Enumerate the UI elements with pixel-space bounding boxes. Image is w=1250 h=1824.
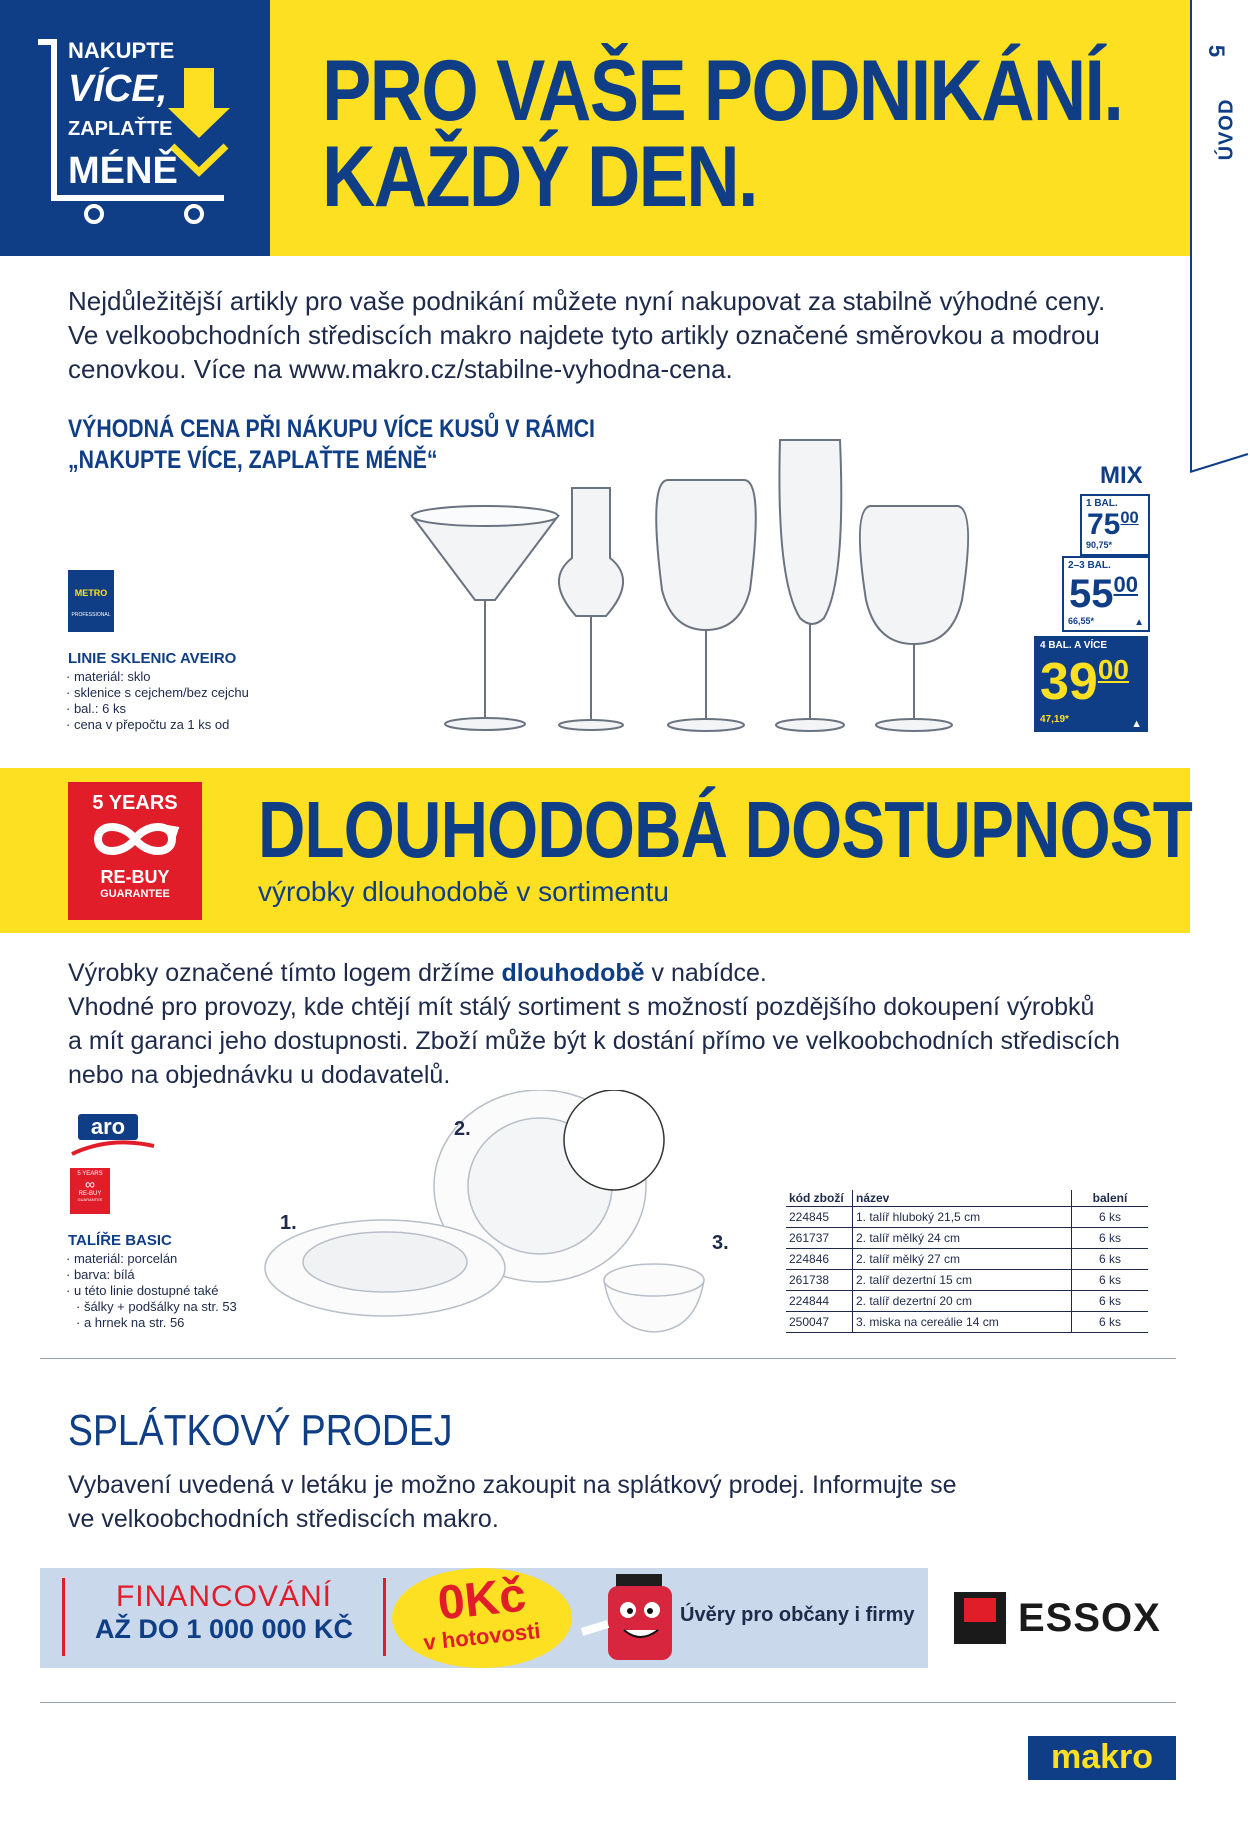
table-row bbox=[786, 1228, 1148, 1249]
side-tab-border bbox=[1190, 0, 1192, 472]
intro-line1: Nejdůležitější artikly pro vaše podnikání můžete nyní nakupovat za stabilně výhodné ceny. bbox=[68, 286, 1106, 316]
availability-p4: nebo na objednávku u dodavatelů. bbox=[68, 1061, 451, 1089]
glasses-image bbox=[400, 430, 980, 740]
infinity-icon: ∞ bbox=[85, 1176, 95, 1192]
availability-subtitle: výrobky dlouhodobě v sortimentu bbox=[258, 876, 669, 907]
table-row bbox=[786, 1270, 1148, 1291]
page-number: 5 bbox=[1204, 44, 1230, 58]
pack-cell: 6 ks bbox=[1072, 1270, 1149, 1291]
spec-item: · sklenice s cejchem/bez cejchu bbox=[66, 685, 249, 701]
tier1-label: 1 BAL. bbox=[1086, 498, 1118, 509]
intro-line2: Ve velkoobchodních střediscích makro najdete tyto artikly označené směrovkou a modrou bbox=[68, 320, 1100, 350]
spec-item: · bal.: 6 ks bbox=[66, 701, 249, 717]
financing-box: FINANCOVÁNÍ AŽ DO 1 000 000 KČ bbox=[62, 1578, 386, 1656]
table-row bbox=[786, 1312, 1148, 1333]
name-cell: 3. miska na cereálie 14 cm bbox=[853, 1312, 1072, 1333]
plate-number-2: 2. bbox=[454, 1118, 471, 1140]
name-cell: 2. talíř mělký 27 cm bbox=[853, 1249, 1072, 1270]
price-tier2 bbox=[1062, 556, 1150, 632]
makro-logo: makro bbox=[1028, 1736, 1176, 1780]
availability-p3: a mít garanci jeho dostupnosti. Zboží může být k dostání přímo ve velkoobchodních střediscích bbox=[68, 1027, 1120, 1055]
badge-line1: NAKUPTE bbox=[68, 38, 175, 63]
loans-text: Úvěry pro občany i firmy bbox=[680, 1604, 915, 1626]
divider bbox=[40, 1702, 1176, 1703]
infinity-icon bbox=[68, 815, 202, 863]
tier3-price: $39^{00}$ bbox=[1040, 653, 1129, 711]
code-cell: 224845 bbox=[786, 1207, 853, 1228]
financing-banner[interactable] bbox=[40, 1568, 928, 1668]
intro-line3: cenovkou. Více na www.makro.cz/stabilne-vyhodna-cena. bbox=[68, 354, 733, 384]
aro-logo: aro bbox=[70, 1110, 156, 1156]
glasses-specs bbox=[66, 669, 249, 733]
table-row bbox=[786, 1291, 1148, 1312]
name-cell: 2. talíř mělký 24 cm bbox=[853, 1228, 1072, 1249]
price-tier1 bbox=[1080, 494, 1150, 556]
spec-item: · barva: bílá bbox=[66, 1267, 237, 1283]
header-badge-panel bbox=[0, 0, 270, 256]
code-cell: 224846 bbox=[786, 1249, 853, 1270]
zero-cash-bubble: 0Kč v hotovosti bbox=[392, 1568, 572, 1668]
col-pack: balení bbox=[1072, 1190, 1149, 1207]
rebuy-guarantee-badge: 5 YEARS RE-BUY GUARANTEE bbox=[68, 782, 202, 920]
table-row bbox=[786, 1207, 1148, 1228]
pack-cell: 6 ks bbox=[1072, 1249, 1149, 1270]
badge-line2: VÍCE, bbox=[68, 68, 168, 110]
plate-number-1: 1. bbox=[280, 1212, 297, 1234]
spec-item: · u této linie dostupné také bbox=[66, 1283, 237, 1299]
installments-line1: Vybavení uvedená v letáku je možno zakoupit na splátkový prodej. Informujte se bbox=[68, 1471, 957, 1499]
tier2-price: $55^{00}$ bbox=[1069, 572, 1138, 616]
plates-specs bbox=[66, 1251, 237, 1331]
availability-title: DLOUHODOBÁ DOSTUPNOST bbox=[258, 785, 1192, 874]
tier2-vat: 66,55* bbox=[1068, 616, 1095, 626]
pack-cell: 6 ks bbox=[1072, 1312, 1149, 1333]
essox-logo: ESSOX bbox=[954, 1592, 1164, 1646]
spec-item: · šálky + podšálky na str. 53 bbox=[66, 1299, 237, 1315]
divider bbox=[40, 1358, 1176, 1359]
mix-label: MIX bbox=[1100, 462, 1143, 489]
pack-cell: 6 ks bbox=[1072, 1228, 1149, 1249]
plate-number-3: 3. bbox=[712, 1232, 729, 1254]
plates-title: TALÍŘE BASIC bbox=[68, 1232, 172, 1249]
availability-p2: Vhodné pro provozy, kde chtějí mít stálý sortiment s možností pozdějšího dokoupení výrobků bbox=[68, 993, 1095, 1021]
code-cell: 250047 bbox=[786, 1312, 853, 1333]
glasses-title: LINIE SKLENIC AVEIRO bbox=[68, 650, 237, 667]
mascot-icon bbox=[576, 1570, 696, 1666]
name-cell: 2. talíř dezertní 20 cm bbox=[853, 1291, 1072, 1312]
table-header-row bbox=[786, 1190, 1148, 1207]
tier1-price: $75^{00}$ bbox=[1087, 508, 1139, 541]
offer-heading: VÝHODNÁ CENA PŘI NÁKUPU VÍCE KUSŮ V RÁMCI „NAKUPTE VÍCE, ZAPLAŤTE MÉNĚ“ bbox=[68, 415, 595, 474]
badge-line4: MÉNĚ bbox=[68, 150, 178, 192]
name-cell: 1. talíř hluboký 21,5 cm bbox=[853, 1207, 1072, 1228]
spec-item: · a hrnek na str. 56 bbox=[66, 1315, 237, 1331]
triangle-icon: ▲ bbox=[1134, 617, 1144, 628]
tier2-label: 2–3 BAL. bbox=[1068, 560, 1111, 571]
spec-item: · materiál: sklo bbox=[66, 669, 249, 685]
availability-p1: Výrobky označené tímto logem držíme dlouhodobě v nabídce. bbox=[68, 959, 767, 987]
plates-image bbox=[260, 1090, 740, 1340]
code-cell: 224844 bbox=[786, 1291, 853, 1312]
price-tier3 bbox=[1034, 636, 1148, 732]
installments-line2: ve velkoobchodních střediscích makro. bbox=[68, 1505, 499, 1533]
tier3-vat: 47,19* bbox=[1040, 714, 1069, 725]
essox-mark bbox=[954, 1592, 1006, 1644]
pack-cell: 6 ks bbox=[1072, 1207, 1149, 1228]
triangle-icon: ▲ bbox=[1131, 718, 1142, 730]
rebuy-mini-badge: 5 YEARS ∞ RE-BUY GUARANTEE bbox=[70, 1168, 110, 1214]
spec-item: · materiál: porcelán bbox=[66, 1251, 237, 1267]
table-row bbox=[786, 1249, 1148, 1270]
metro-professional-logo: METRO PROFESSIONAL bbox=[68, 570, 114, 632]
plates-code-table bbox=[786, 1190, 1148, 1333]
col-code: kód zboží bbox=[786, 1190, 853, 1207]
side-tab-corner bbox=[1188, 440, 1250, 476]
badge-line3: ZAPLAŤTE bbox=[68, 118, 173, 140]
code-cell: 261737 bbox=[786, 1228, 853, 1249]
col-name: název bbox=[853, 1190, 1072, 1207]
tier3-label: 4 BAL. A VÍCE bbox=[1040, 640, 1108, 651]
name-cell: 2. talíř dezertní 15 cm bbox=[853, 1270, 1072, 1291]
installments-title: SPLÁTKOVÝ PRODEJ bbox=[68, 1406, 453, 1455]
page-title: PRO VAŠE PODNIKÁNÍ. KAŽDÝ DEN. bbox=[322, 43, 1123, 225]
pack-cell: 6 ks bbox=[1072, 1291, 1149, 1312]
spec-item: · cena v přepočtu za 1 ks od bbox=[66, 717, 249, 733]
code-cell: 261738 bbox=[786, 1270, 853, 1291]
tier1-vat: 90,75* bbox=[1086, 540, 1113, 550]
section-label: ÚVOD bbox=[1215, 98, 1238, 161]
